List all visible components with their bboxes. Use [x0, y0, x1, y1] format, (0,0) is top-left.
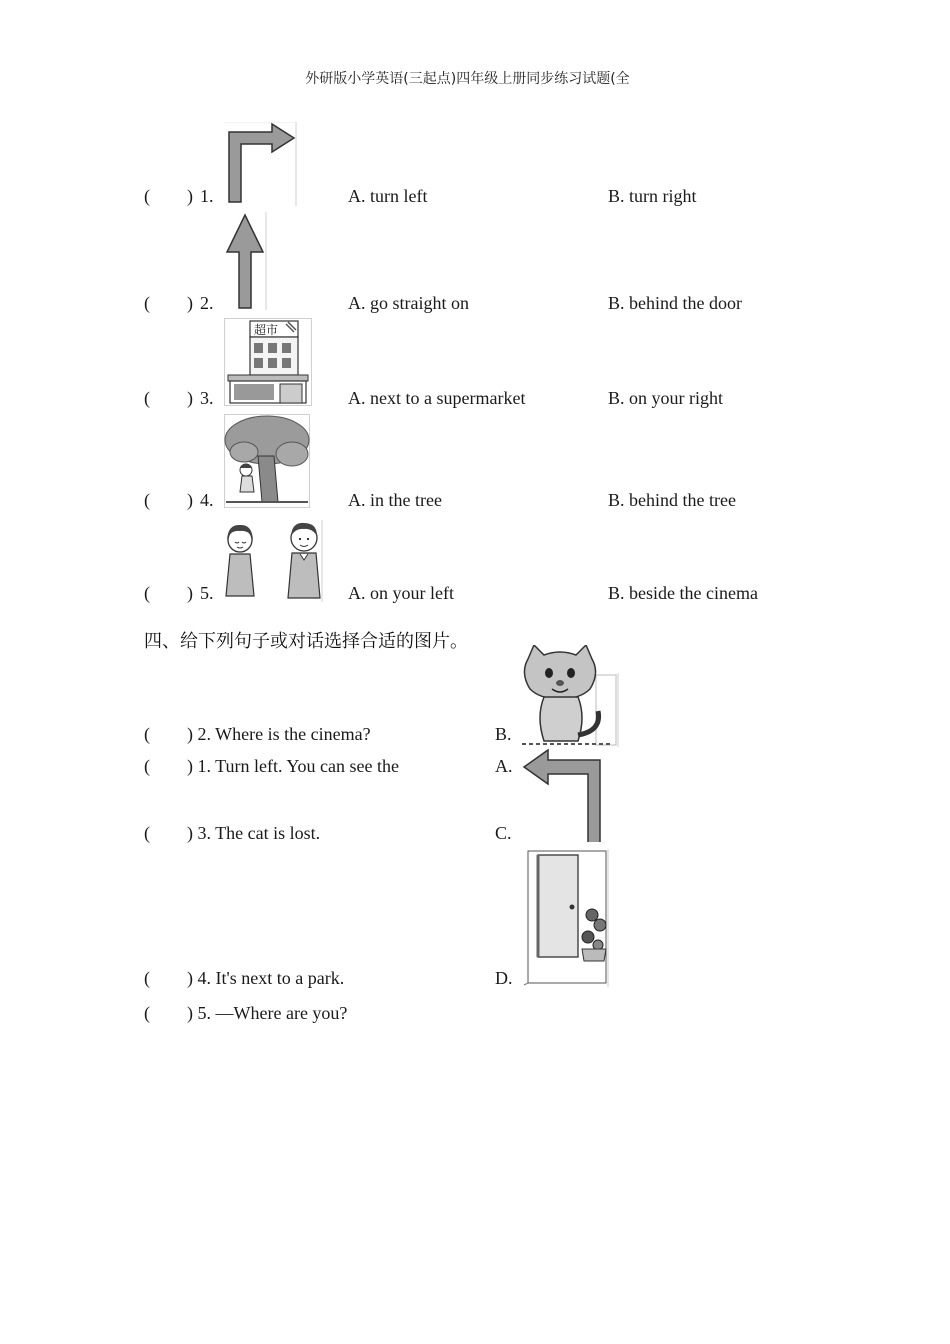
answer-paren-open: ( [144, 583, 150, 603]
option-b: B. behind the door [608, 293, 742, 313]
cat-icon [522, 645, 620, 747]
question-number: 2. [200, 293, 214, 313]
answer-paren-open: ( [144, 756, 150, 776]
option-b: B. beside the cinema [608, 583, 758, 603]
option-b: B. on your right [608, 388, 723, 408]
option-b: B. turn right [608, 186, 697, 206]
match-sentence: ) 3. The cat is lost. [187, 823, 321, 843]
answer-paren-open: ( [144, 1003, 150, 1023]
question-number: 1. [200, 186, 214, 206]
match-sentence: ) 2. Where is the cinema? [187, 724, 371, 744]
answer-paren-open: ( [144, 388, 150, 408]
answer-paren-close: ) [187, 388, 193, 408]
answer-paren-close: ) [187, 583, 193, 603]
page-header: 外研版小学英语(三起点)四年级上册同步练习试题(全 [305, 71, 630, 87]
match-option-label: B. [495, 724, 512, 744]
answer-paren-close: ) [187, 293, 193, 313]
match-sentence: ) 1. Turn left. You can see the [187, 756, 399, 776]
match-sentence: ) 4. It's next to a park. [187, 968, 345, 988]
question-number: 4. [200, 490, 214, 510]
option-b: B. behind the tree [608, 490, 736, 510]
supermarket-sign: 超市 [254, 323, 279, 337]
answer-paren-open: ( [144, 724, 150, 744]
tree-with-child-icon [224, 414, 310, 508]
option-a: A. next to a supermarket [348, 388, 526, 408]
match-option-label: C. [495, 823, 512, 843]
question-number: 3. [200, 388, 214, 408]
option-a: A. go straight on [348, 293, 469, 313]
answer-paren-open: ( [144, 823, 150, 843]
answer-paren-open: ( [144, 490, 150, 510]
section-title: 四、给下列句子或对话选择合适的图片。 [144, 631, 468, 652]
answer-paren-open: ( [144, 968, 150, 988]
answer-paren-close: ) [187, 186, 193, 206]
option-a: A. on your left [348, 583, 454, 603]
match-sentence: ) 5. —Where are you? [187, 1003, 348, 1023]
question-number: 5. [200, 583, 214, 603]
arrow-turn-left-icon [520, 748, 604, 842]
girl-and-boy-icon [222, 520, 324, 602]
option-a: A. turn left [348, 186, 428, 206]
match-option-label: A. [495, 756, 513, 776]
answer-paren-open: ( [144, 186, 150, 206]
answer-paren-close: ) [187, 490, 193, 510]
supermarket-building-icon [224, 318, 312, 406]
arrow-up-icon [224, 212, 268, 310]
door-with-kids-icon [522, 849, 610, 987]
answer-paren-open: ( [144, 293, 150, 313]
option-a: A. in the tree [348, 490, 442, 510]
arrow-turn-right-icon [224, 122, 298, 206]
match-option-label: D. [495, 968, 513, 988]
